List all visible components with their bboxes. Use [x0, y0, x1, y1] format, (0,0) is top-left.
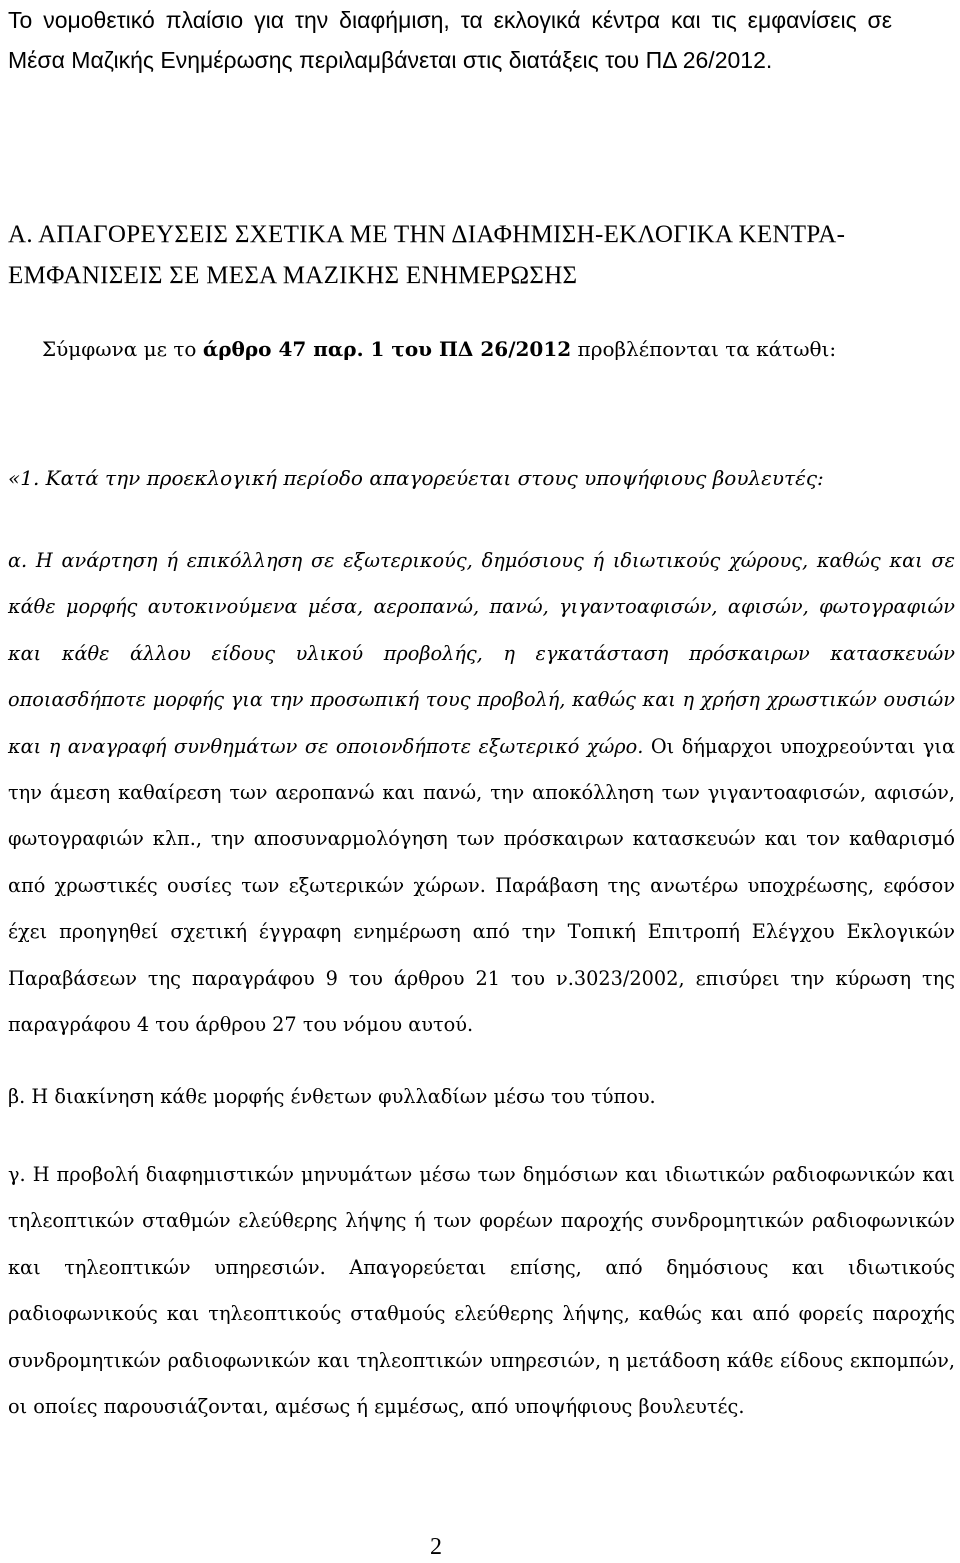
section-a-heading: Α. ΑΠΑΓΟΡΕΥΣΕΙΣ ΣΧΕΤΙΚΑ ΜΕ ΤΗΝ ΔΙΑΦΗΜΙΣΗ-ΕΚΛΟΓΙΚΑ ΚΕΝΤΡΑ-ΕΜΦΑΝΙΣΕΙΣ ΣΕ ΜΕΣΑ ΜΑΖΙΚΗΣ ΕΝΗΜΕΡΩΣΗΣ [8, 221, 846, 289]
clause-alpha-italic: α. Η ανάρτηση ή επικόλληση σε εξωτερικούς, δημόσιους ή ιδιωτικούς χώρους, καθώς και σε κάθε μορφής αυτοκινούμενα μέσα, αεροπανώ, πανώ, γιγαντοαφισών, αφισών, φωτογραφιών και κάθε άλλου είδους υλικού προβολής, η εγκατάσταση πρόσκαιρων κατασκευών οποιασδήποτε μορφής για την προσωπική τους προβολή, καθώς και η χρήση χρωστικών ουσιών και η αναγραφή συνθημάτων σε οποιονδήποτε εξωτερικό χώρο. [8, 549, 955, 758]
page-number: 2 [430, 1534, 442, 1560]
article-reference: άρθρο 47 παρ. 1 του ΠΔ 26/2012 [202, 337, 572, 361]
according-suffix: προβλέπονται τα κάτωθι: [571, 337, 837, 361]
according-to-paragraph [42, 331, 942, 367]
clause-beta: β. Η διακίνηση κάθε μορφής ένθετων φυλλαδίων μέσω του τύπου. [8, 1085, 656, 1108]
intro-paragraph: Το νομοθετικό πλαίσιο για την διαφήμιση, τα εκλογικά κέντρα και τις εμφανίσεις σε Μέσα Μαζικής Ενημέρωσης περιλαμβάνεται στις διατάξεις του ΠΔ 26/2012. [8, 7, 892, 73]
clause-alpha-regular: Οι δήμαρχοι υποχρεούνται για την άμεση καθαίρεση των αεροπανώ και πανώ, την αποκόλληση των γιγαντοαφισών, αφισών, φωτογραφιών κλπ., την αποσυναρμολόγηση των πρόσκαιρων κατασκευών και τον καθαρισμό από χρωστικές ουσίες των εξωτερικών χώρων. Παράβαση της ανωτέρω υποχρέωσης, εφόσον έχει προηγηθεί σχετική έγγραφη ενημέρωση από την Τοπική Επιτροπή Ελέγχου Εκλογικών Παραβάσεων της παραγράφου 9 του άρθρου 21 του ν.3023/2002, επισύρει την κύρωση της παραγράφου 4 του άρθρου 27 του νόμου αυτού. [8, 734, 955, 1037]
according-prefix: Σύμφωνα με το [42, 337, 203, 361]
clause-gamma: γ. Η προβολή διαφημιστικών μηνυμάτων μέσω των δημόσιων και ιδιωτικών ραδιοφωνικών και τηλεοπτικών σταθμών ελεύθερης λήψης ή των φορέων παροχής συνδρομητικών ραδιοφωνικών και τηλεοπτικών υπηρεσιών. Απαγορεύεται επίσης, από δημόσιους και ιδιωτικούς ραδιοφωνικούς και τηλεοπτικούς σταθμούς ελεύθερης λήψης, καθώς και από φορείς παροχής συνδρομητικών ραδιοφωνικών και τηλεοπτικών υπηρεσιών, η μετάδοση κάθε είδους εκπομπών, οι οποίες παρουσιάζονται, αμέσως ή εμμέσως, από υποψήφιους βουλευτές. [8, 1163, 955, 1419]
clause-alpha [8, 538, 955, 1048]
quote-title: «1. Κατά την προεκλογική περίοδο απαγορεύεται στους υποψήφιους βουλευτές: [8, 466, 824, 490]
